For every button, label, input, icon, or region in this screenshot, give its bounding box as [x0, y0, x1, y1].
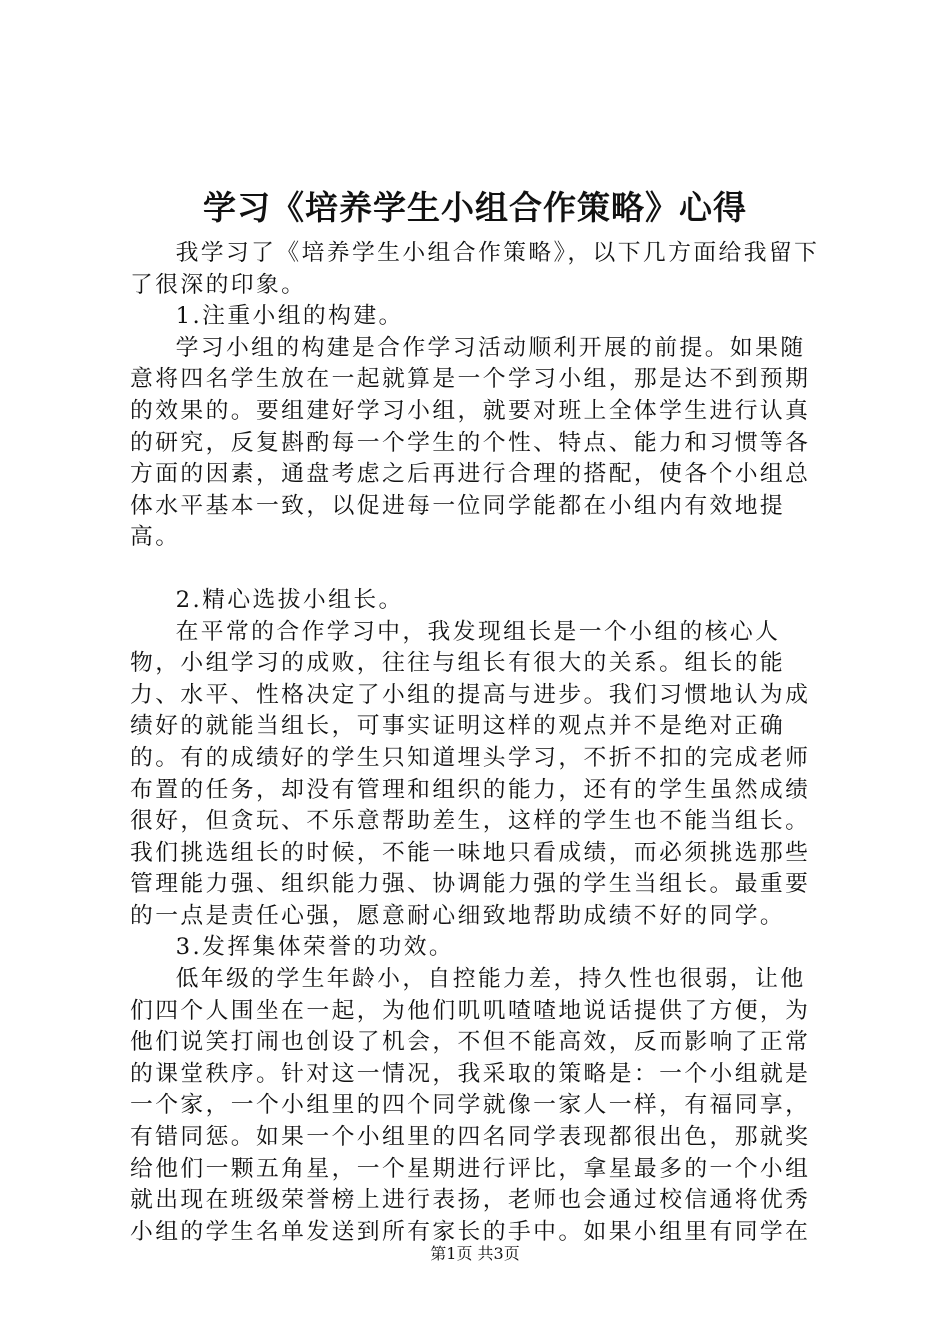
section-heading-1: 1.注重小组的构建。	[175, 303, 404, 330]
document-title: 学习《培养学生小组合作策略》心得	[203, 188, 747, 227]
section-heading-2: 2.精心选拔小组长。	[175, 586, 404, 613]
page-footer: 第1页 共3页	[430, 1244, 520, 1263]
document-body	[130, 238, 830, 1248]
section-paragraph-2: 在平常的合作学习中，我发现组长是一个小组的核心人物，小组学习的成败，往往与组长有很大的关系。组长的能力、水平、性格决定了小组的提高与进步。我们习惯地认为成绩好的就能当组长，可事实证明这样的观点并不是绝对正确的。有的成绩好的学生只知道埋头学习，不折不扣的完成老师布置的任务，却没有管理和组织的能力，还有的学生虽然成绩很好，但贪玩、不乐意帮助差生，这样的学生也不能当组长。我们挑选组长的时候，不能一味地只看成绩，而必须挑选那些管理能力强、组织能力强、协调能力强的学生当组长。最重要的一点是责任心强，愿意耐心细致地帮助成绩不好的同学。	[130, 618, 811, 929]
section-heading-3: 3.发挥集体荣誉的功效。	[175, 934, 455, 961]
intro-paragraph: 我学习了《培养学生小组合作策略》，以下几方面给我留下了很深的印象。	[130, 240, 820, 298]
section-paragraph-3: 低年级的学生年龄小，自控能力差，持久性也很弱，让他们四个人围坐在一起，为他们叽叽喳喳地说话提供了方便，为他们说笑打闹也创设了机会，不但不能高效，反而影响了正常的课堂秩序。针对这一情况，我采取的策略是：一个小组就是一个家，一个小组里的四个同学就像一家人一样，有福同享，有错同惩。如果一个小组里的四名同学表现都很出色，那就奖给他们一颗五角星，一个星期进行评比，拿星最多的一个小组就出现在班级荣誉榜上进行表扬，老师也会通过校信通将优秀小组的学生名单发送到所有家长的手中。如果小组里有同学在	[130, 966, 811, 1245]
section-paragraph-1: 学习小组的构建是合作学习活动顺利开展的前提。如果随意将四名学生放在一起就算是一个学习小组，那是达不到预期的效果的。要组建好学习小组，就要对班上全体学生进行认真的研究，反复斟酌每一个学生的个性、特点、能力和习惯等各方面的因素，通盘考虑之后再进行合理的搭配，使各个小组总体水平基本一致，以促进每一位同学能都在小组内有效地提高。	[130, 334, 811, 551]
